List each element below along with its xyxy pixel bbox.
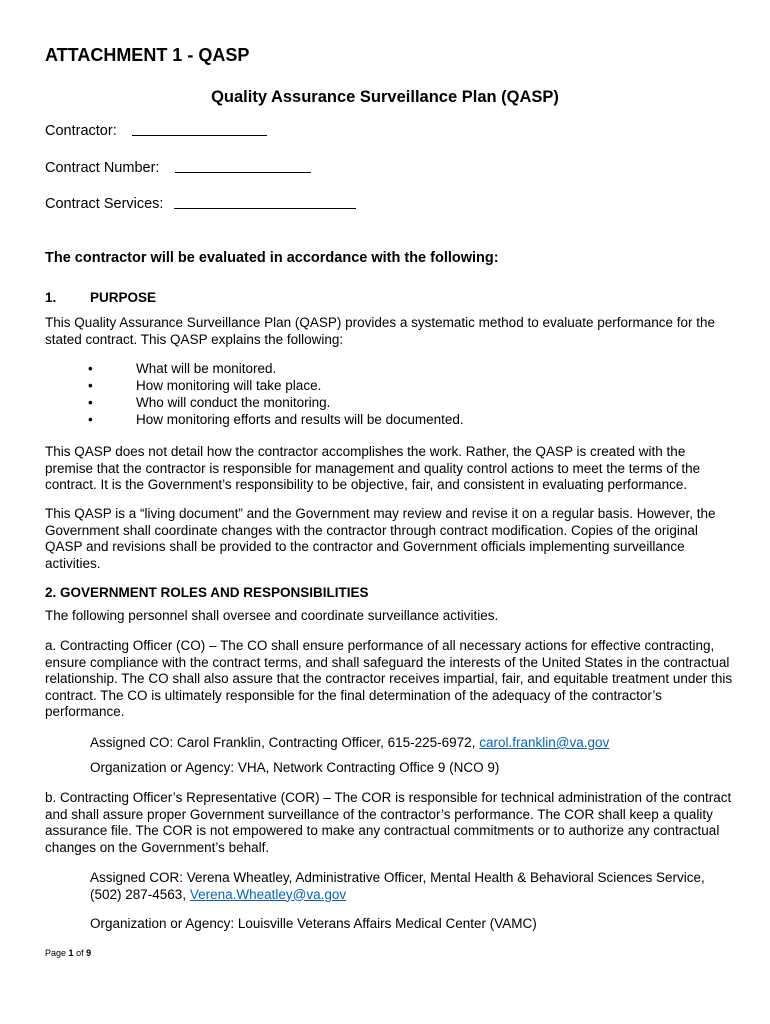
contract-number-label: Contract Number: [45, 160, 160, 176]
purpose-bullet-list [88, 360, 464, 428]
contractor-blank [132, 135, 267, 136]
attachment-title: ATTACHMENT 1 - QASP [45, 45, 250, 65]
purpose-paragraph: This Quality Assurance Surveillance Plan (QASP) provides a systematic method to evaluate performance for the stated contract. This QASP explains the following: [45, 315, 716, 347]
contractor-field [45, 123, 267, 139]
bullet-icon: • [88, 412, 93, 427]
contract-services-blank [174, 208, 356, 209]
list-item: • What will be monitored. [88, 361, 277, 376]
cor-organization: Organization or Agency: Louisville Veterans Affairs Medical Center (VAMC) [90, 916, 537, 931]
list-item: • How monitoring efforts and results will be documented. [88, 412, 464, 427]
contract-number-blank [175, 172, 311, 173]
section-2-heading: 2. GOVERNMENT ROLES AND RESPONSIBILITIES [45, 585, 369, 600]
list-item: • How monitoring will take place. [88, 378, 322, 393]
assigned-cor: Assigned COR: Verena Wheatley, Administrative Officer, Mental Health & Behavioral Sciences Service, (502) 287-4563, Verena.Wheatley@va.gov [90, 870, 705, 902]
cor-email-link[interactable]: Verena.Wheatley@va.gov [189, 886, 347, 902]
living-document-paragraph: This QASP is a “living document” and the Government may review and revise it on a regular basis. However, the Government shall coordinate changes with the contractor through contract modification. Copies of the original QASP and revisions shall be provided to the contractor and Government officials implementing surveillance activities. [45, 506, 716, 571]
bullet-icon: • [88, 395, 93, 410]
cor-paragraph: b. Contracting Officer’s Representative (COR) – The COR is responsible for technical administration of the contract and shall assure proper Government surveillance of the contractor’s performance. The COR shall keep a quality assurance file. The COR is not empowered to make any contractual commitments or to authorize any contractual changes on the Government’s behalf. [45, 790, 732, 855]
page-number: Page 1 of 9 [45, 948, 92, 958]
qasp-scope-paragraph: This QASP does not detail how the contractor accomplishes the work. Rather, the QASP is created with the premise that the contractor is responsible for management and quality control actions to meet the terms of the contract. It is the Government’s responsibility to be objective, fair, and consistent in evaluating performance. [45, 444, 701, 492]
bullet-icon: • [88, 378, 93, 393]
contract-services-label: Contract Services: [45, 196, 164, 212]
document-title: Quality Assurance Surveillance Plan (QASP) [211, 88, 559, 106]
list-item: • Who will conduct the monitoring. [88, 395, 331, 410]
section-1-title: PURPOSE [90, 290, 157, 305]
assigned-co: Assigned CO: Carol Franklin, Contracting Officer, 615-225-6972, carol.franklin@va.gov [90, 735, 610, 750]
evaluation-statement: The contractor will be evaluated in accordance with the following: [45, 250, 499, 266]
contract-number-field [45, 160, 311, 176]
contractor-label: Contractor: [45, 123, 117, 139]
co-email-link[interactable]: carol.franklin@va.gov [479, 735, 610, 750]
bullet-icon: • [88, 361, 93, 376]
section-1-number: 1. [45, 290, 57, 305]
co-organization: Organization or Agency: VHA, Network Contracting Office 9 (NCO 9) [90, 760, 500, 775]
contract-services-field [45, 196, 356, 212]
personnel-intro: The following personnel shall oversee and coordinate surveillance activities. [45, 608, 499, 623]
section-1-heading [45, 290, 156, 305]
contracting-officer-paragraph: a. Contracting Officer (CO) – The CO shall ensure performance of all necessary actions for effective contracting, ensure compliance with the contract terms, and shall safeguard the interests of the United States in the contractual relationship. The CO shall also assure that the contractor receives impartial, fair, and equitable treatment under this contract. The CO is ultimately responsible for the final determination of the adequacy of the contractor’s performance. [45, 638, 733, 719]
